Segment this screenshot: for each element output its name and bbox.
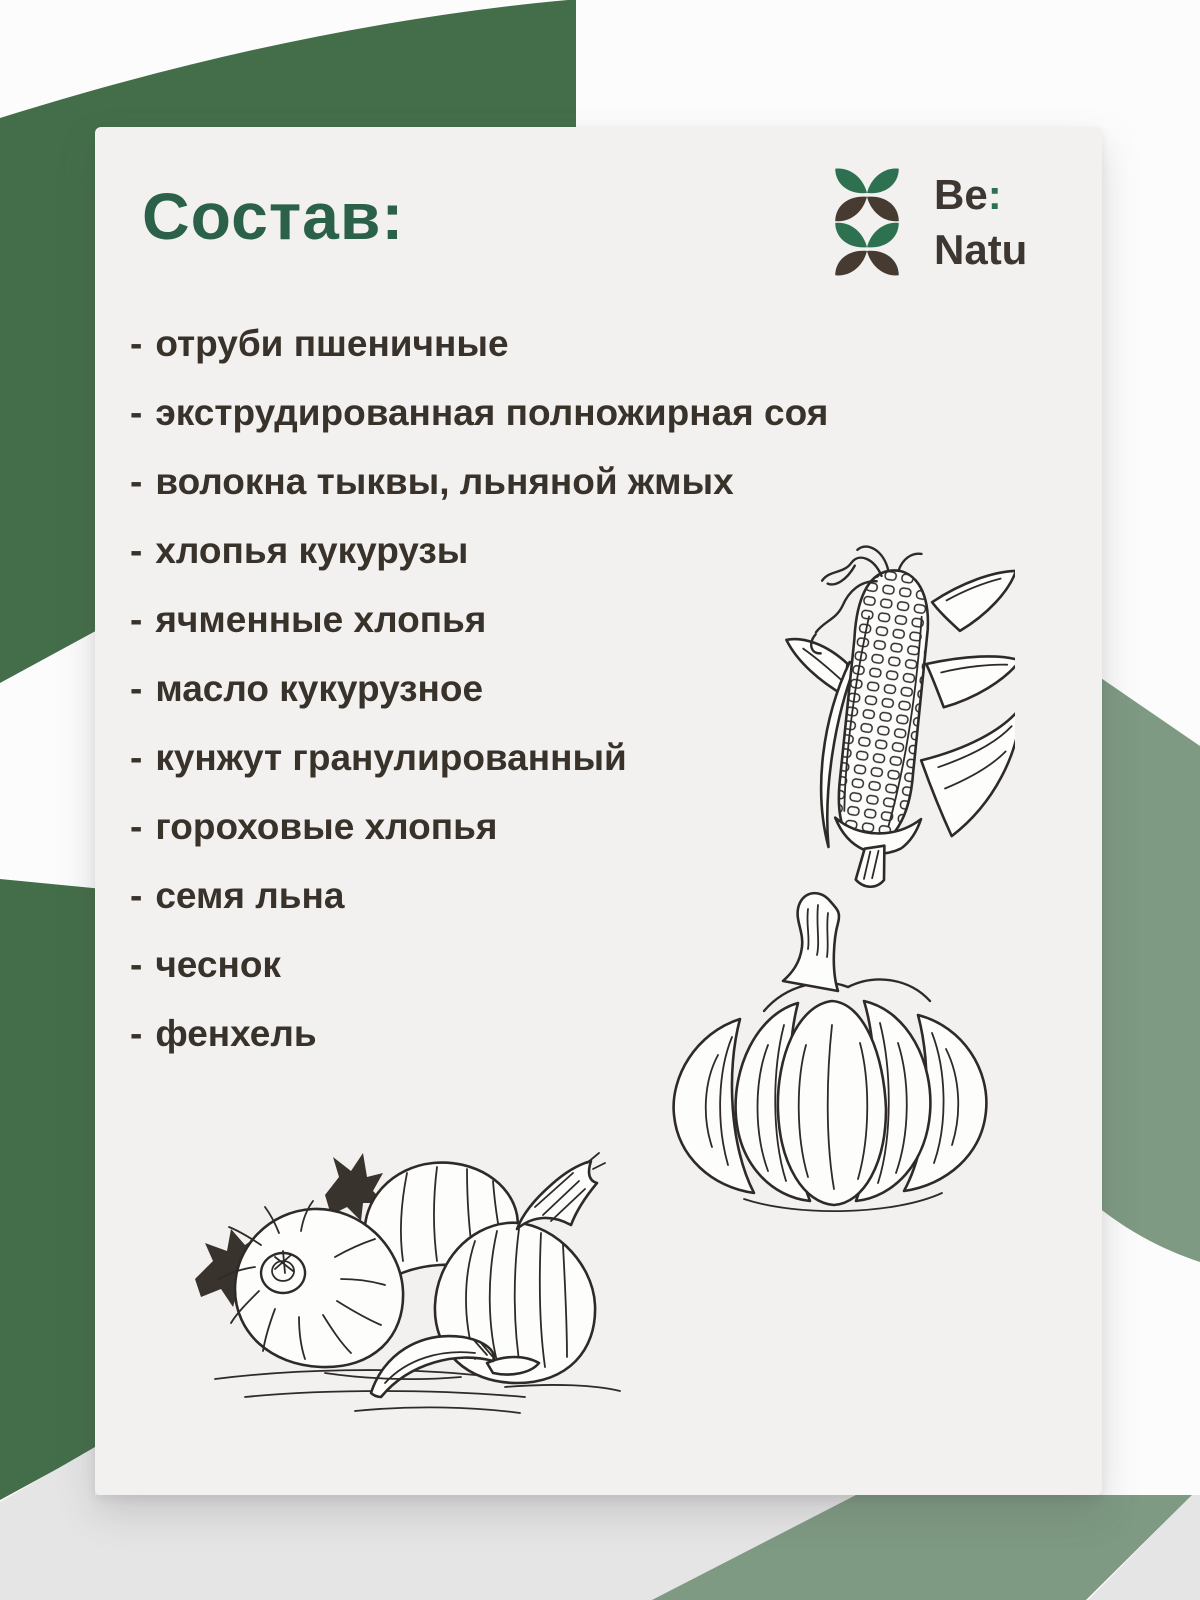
composition-card — [95, 127, 1102, 1495]
ingredient-label: волокна тыквы, льняной жмых — [155, 461, 734, 502]
brand-line-1 — [934, 167, 1027, 222]
ingredient-bullet: - — [130, 875, 143, 916]
ingredient-bullet: - — [130, 944, 143, 985]
ingredient-bullet: - — [130, 668, 143, 709]
ingredient-bullet: - — [130, 461, 143, 502]
brand-colon: : — [987, 171, 1002, 218]
ingredient-label: отруби пшеничные — [155, 323, 509, 364]
ingredient-item — [130, 325, 1030, 363]
benatu-leaf-icon — [828, 165, 906, 279]
ingredient-label: ячменные хлопья — [155, 599, 487, 640]
garlic-illustration — [175, 1111, 657, 1433]
ingredient-label: чеснок — [155, 944, 281, 985]
ingredient-bullet: - — [130, 1013, 143, 1054]
ingredient-label: масло кукурузное — [155, 668, 484, 709]
ingredient-label: фенхель — [155, 1013, 317, 1054]
left-band-shape — [0, 879, 103, 1500]
brand-prefix: Be — [934, 171, 988, 218]
ingredient-bullet: - — [130, 392, 143, 433]
page-title: Состав: — [142, 179, 405, 253]
right-sage-band — [1098, 676, 1200, 1262]
ingredient-bullet: - — [130, 323, 143, 364]
ingredient-label: гороховые хлопья — [155, 806, 498, 847]
ingredient-item — [130, 463, 1030, 501]
ingredient-item — [130, 394, 1030, 432]
ingredient-bullet: - — [130, 599, 143, 640]
ingredient-label: кунжут гранулированный — [155, 737, 627, 778]
ingredient-bullet: - — [130, 530, 143, 571]
brand-logo — [828, 165, 1027, 279]
brand-name — [934, 167, 1027, 277]
ingredient-label: семя льна — [155, 875, 345, 916]
corn-illustration — [743, 527, 1015, 899]
pumpkin-illustration — [648, 885, 1010, 1227]
ingredient-label: экструдированная полножирная соя — [155, 392, 829, 433]
ingredient-bullet: - — [130, 737, 143, 778]
brand-line-2: Natu — [934, 226, 1028, 273]
ingredient-label: хлопья кукурузы — [155, 530, 469, 571]
ingredient-bullet: - — [130, 806, 143, 847]
